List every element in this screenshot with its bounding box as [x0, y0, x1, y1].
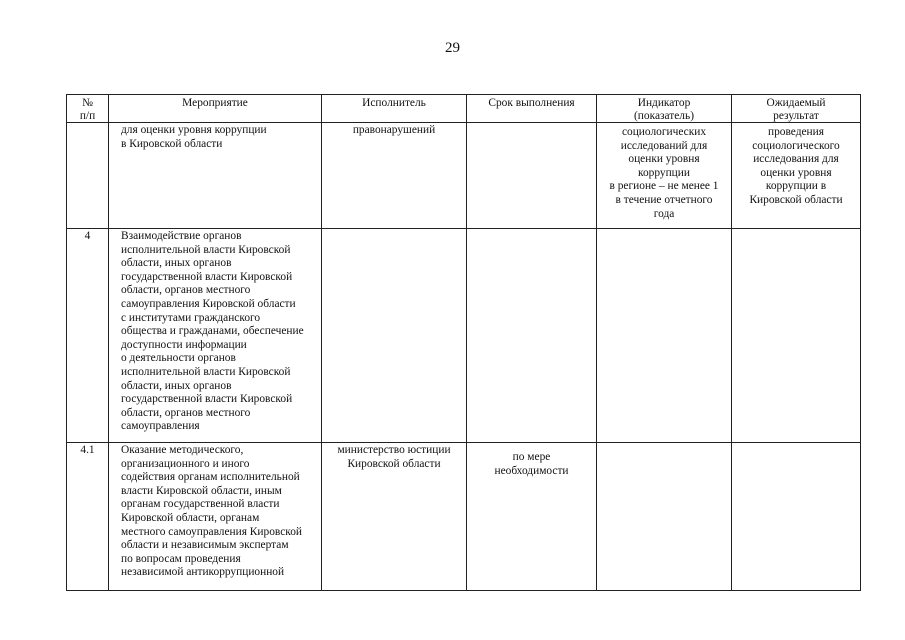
cell-executor — [322, 123, 467, 229]
cell-line: организационного и иного — [121, 457, 250, 470]
cell-line: власти Кировской области, иным — [121, 484, 282, 497]
cell-line: области, иных органов — [121, 379, 232, 392]
cell-line: государственной власти Кировской — [121, 270, 293, 283]
page-number: 29 — [445, 40, 460, 56]
cell-line: местного самоуправления Кировской — [121, 525, 303, 538]
cell-line: государственной власти Кировской — [121, 393, 293, 406]
cell-line: в регионе – не менее 1 — [609, 180, 719, 193]
cell-line: исполнительной власти Кировской — [121, 243, 291, 256]
cell-event — [109, 443, 322, 591]
cell-event — [109, 229, 322, 443]
cell-indicator — [597, 229, 732, 443]
cell-number — [67, 123, 109, 229]
table-row — [67, 229, 861, 443]
cell-line: результат — [773, 109, 819, 122]
cell-line: п/п — [79, 109, 96, 122]
cell-deadline — [467, 229, 597, 443]
cell-line: области и независимым экспертам — [121, 539, 289, 552]
cell-line: области, органов местного — [121, 406, 251, 419]
cell-line: коррупции — [638, 166, 690, 179]
cell-line: социологического — [752, 139, 840, 152]
cell-line: Взаимодействие органов — [121, 230, 242, 242]
cell-line: исследований для — [620, 139, 708, 152]
cell-line: содействия органам исполнительной — [121, 471, 300, 484]
cell-result — [732, 229, 861, 443]
cell-line: области, иных органов — [121, 257, 232, 270]
cell-result — [732, 443, 861, 591]
cell-line: коррупции в — [765, 180, 827, 193]
cell-number: 4.1 — [67, 443, 109, 591]
cell-line: оценки уровня — [628, 153, 700, 166]
cell-line: правонарушений — [352, 124, 436, 136]
cell-line: Срок выполнения — [488, 97, 575, 109]
cell-line: социологических — [621, 126, 707, 138]
cell-line: по вопросам проведения — [121, 552, 241, 565]
table-row — [67, 443, 861, 591]
cell-line: по мере — [512, 451, 551, 463]
cell-line: необходимости — [494, 464, 569, 477]
header-indicator — [597, 95, 732, 123]
table-header-row — [67, 95, 861, 123]
cell-result — [732, 123, 861, 229]
cell-line: исполнительной власти Кировской — [121, 365, 291, 378]
cell-line: (показатель) — [634, 109, 694, 122]
cell-line: области, органов местного — [121, 284, 251, 297]
cell-line: Ожидаемый — [766, 97, 826, 109]
header-executor — [322, 95, 467, 123]
cell-line: Кировской области, органам — [121, 511, 260, 524]
cell-deadline — [467, 443, 597, 591]
cell-line: Кировской области — [749, 193, 843, 206]
cell-line: министерство юстиции — [337, 444, 451, 456]
cell-line: самоуправления — [121, 420, 200, 433]
cell-line: доступности информации — [121, 338, 247, 351]
cell-line: органам государственной власти — [121, 498, 280, 511]
cell-line: Индикатор — [637, 97, 691, 109]
cell-number: 4 — [67, 229, 109, 443]
header-number — [67, 95, 109, 123]
cell-executor — [322, 229, 467, 443]
table-row — [67, 123, 861, 229]
cell-executor — [322, 443, 467, 591]
cell-line: Оказание методического, — [121, 444, 244, 456]
cell-indicator — [597, 123, 732, 229]
cell-line: оценки уровня — [760, 166, 832, 179]
cell-line: с институтами гражданского — [121, 311, 261, 324]
cell-line: года — [653, 207, 675, 220]
action-plan-table — [66, 94, 861, 591]
cell-line: № — [82, 97, 93, 109]
cell-line: Исполнитель — [362, 97, 426, 109]
cell-line: Кировской области — [347, 457, 441, 470]
cell-line: Мероприятие — [182, 97, 248, 109]
cell-line: для оценки уровня коррупции — [121, 124, 267, 136]
cell-deadline — [467, 123, 597, 229]
cell-line: о деятельности органов — [121, 352, 236, 365]
cell-line: в Кировской области — [121, 137, 223, 150]
cell-indicator — [597, 443, 732, 591]
cell-event — [109, 123, 322, 229]
cell-line: в течение отчетного — [615, 193, 713, 206]
header-event — [109, 95, 322, 123]
header-deadline — [467, 95, 597, 123]
cell-line: общества и гражданами, обеспечение — [121, 325, 304, 338]
cell-line: самоуправления Кировской области — [121, 297, 296, 310]
cell-line: проведения — [768, 126, 824, 138]
cell-line: независимой антикоррупционной — [121, 566, 285, 579]
cell-line: исследования для — [753, 153, 839, 166]
header-result — [732, 95, 861, 123]
